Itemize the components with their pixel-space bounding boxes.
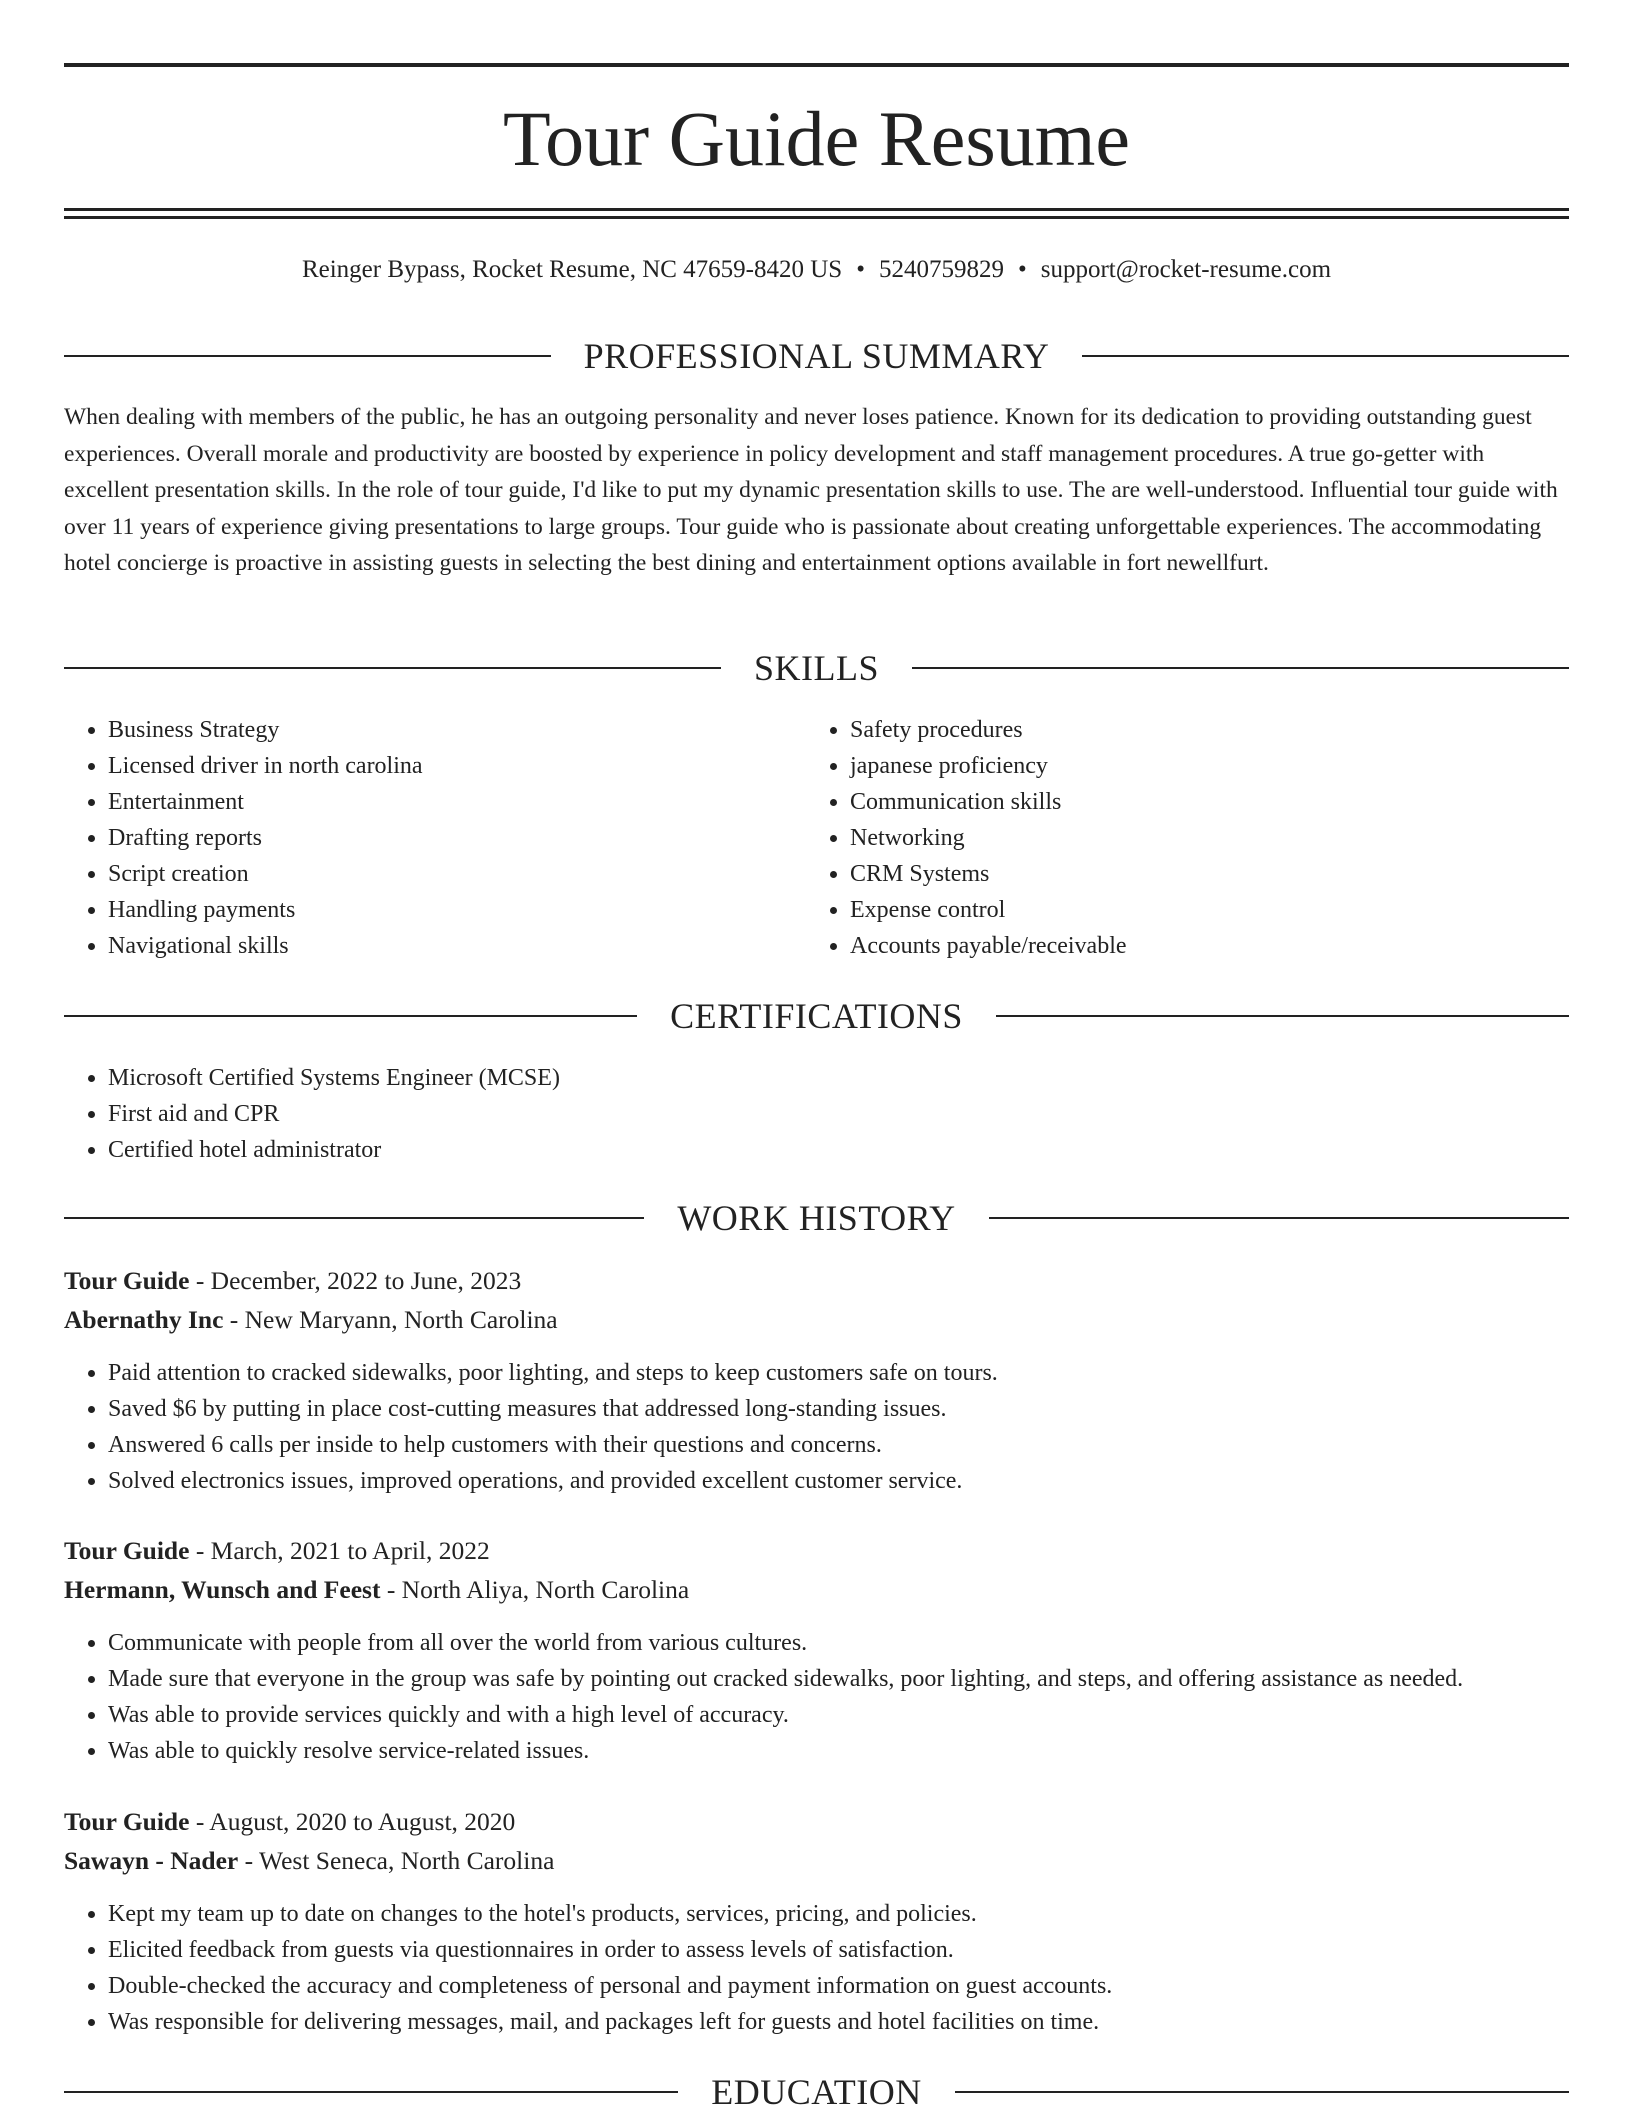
certification-item: • Certified hotel administrator — [108, 1132, 1568, 1168]
contact-separator: • — [856, 256, 865, 283]
skill-item: • japanese proficiency — [850, 748, 1550, 784]
section-rule-right — [989, 1217, 1569, 1219]
skill-item: • Navigational skills — [108, 928, 808, 964]
section-header-work-history — [64, 1196, 1569, 1240]
job-dates: - August, 2020 to August, 2020 — [189, 1807, 516, 1836]
title-rule-lower — [64, 216, 1569, 219]
job-title-line — [64, 1533, 1569, 1569]
job-bullet: • Solved electronics issues, improved operations, and provided excellent customer service. — [108, 1463, 1568, 1499]
skill-item: • Networking — [850, 820, 1550, 856]
skill-item: • Entertainment — [108, 784, 808, 820]
job-company: Sawayn - Nader — [64, 1846, 239, 1875]
job-bullet: • Answered 6 calls per inside to help customers with their questions and concerns. — [108, 1427, 1568, 1463]
skill-item: • Expense control — [850, 892, 1550, 928]
title-rule-upper — [64, 208, 1569, 211]
job-bullet: • Was responsible for delivering messages, mail, and packages left for guests and hotel facilities on time. — [108, 2004, 1568, 2040]
section-rule-right — [955, 2091, 1569, 2093]
skills-list-right — [806, 712, 1550, 964]
job-title: Tour Guide — [64, 1536, 190, 1565]
skill-item: • Licensed driver in north carolina — [108, 748, 808, 784]
job-bullet: • Elicited feedback from guests via questionnaires in order to assess levels of satisfaction. — [108, 1932, 1568, 1968]
section-header-summary — [64, 334, 1569, 378]
section-rule-left — [64, 355, 551, 357]
certifications-list — [64, 1060, 1568, 1168]
section-rule-right — [912, 667, 1569, 669]
job-company-line — [64, 1302, 1569, 1338]
section-title: CERTIFICATIONS — [670, 996, 963, 1036]
skill-item: • Communication skills — [850, 784, 1550, 820]
job-company-line — [64, 1572, 1569, 1608]
job-location: - North Aliya, North Carolina — [380, 1575, 690, 1604]
job-bullets — [64, 1625, 1588, 1769]
section-title: PROFESSIONAL SUMMARY — [583, 336, 1050, 376]
section-rule-left — [64, 1217, 644, 1219]
contact-line — [64, 254, 1569, 286]
section-header-skills — [64, 646, 1569, 690]
job-location: - West Seneca, North Carolina — [238, 1846, 555, 1875]
job-location: - New Maryann, North Carolina — [223, 1305, 558, 1334]
job-company-line — [64, 1843, 1569, 1879]
contact-address: Reinger Bypass, Rocket Resume, NC 47659-8420 US — [301, 256, 843, 283]
skill-item: • Business Strategy — [108, 712, 808, 748]
job-bullet: • Kept my team up to date on changes to the hotel's products, services, pricing, and policies. — [108, 1896, 1568, 1932]
job-bullet: • Paid attention to cracked sidewalks, poor lighting, and steps to keep customers safe on tours. — [108, 1355, 1568, 1391]
section-title: WORK HISTORY — [677, 1198, 956, 1238]
certification-item: • First aid and CPR — [108, 1096, 1568, 1132]
job-bullet: • Made sure that everyone in the group was safe by pointing out cracked sidewalks, poor lighting, and steps, and offering assistance as needed. — [108, 1661, 1588, 1697]
job-title-line — [64, 1263, 1569, 1299]
job-bullet: • Was able to provide services quickly and with a high level of accuracy. — [108, 1697, 1588, 1733]
job-dates: - March, 2021 to April, 2022 — [189, 1536, 490, 1565]
job-bullet: • Communicate with people from all over the world from various cultures. — [108, 1625, 1588, 1661]
top-rule — [64, 63, 1569, 67]
contact-phone: 5240759829 — [878, 256, 1004, 283]
section-rule-left — [64, 2091, 678, 2093]
skill-item: • Accounts payable/receivable — [850, 928, 1550, 964]
section-title: SKILLS — [754, 648, 880, 688]
section-rule-right — [1082, 355, 1569, 357]
job-title: Tour Guide — [64, 1266, 190, 1295]
job-title-line — [64, 1804, 1569, 1840]
section-title: EDUCATION — [711, 2072, 922, 2112]
contact-email: support@rocket-resume.com — [1040, 256, 1332, 283]
certification-item: • Microsoft Certified Systems Engineer (MCSE) — [108, 1060, 1568, 1096]
skills-list-left — [64, 712, 808, 964]
skill-item: • Safety procedures — [850, 712, 1550, 748]
job-company: Hermann, Wunsch and Feest — [64, 1575, 381, 1604]
job-bullets — [64, 1896, 1568, 2040]
skill-item: • Script creation — [108, 856, 808, 892]
resume-title: Tour Guide Resume — [502, 95, 1131, 182]
section-header-certifications — [64, 994, 1569, 1038]
section-rule-left — [64, 1015, 637, 1017]
job-dates: - December, 2022 to June, 2023 — [189, 1266, 522, 1295]
job-company: Abernathy Inc — [64, 1305, 224, 1334]
section-header-education — [64, 2070, 1569, 2114]
job-bullet: • Saved $6 by putting in place cost-cutting measures that addressed long-standing issues. — [108, 1391, 1568, 1427]
skill-item: • Handling payments — [108, 892, 808, 928]
job-bullet: • Double-checked the accuracy and completeness of personal and payment information on guest accounts. — [108, 1968, 1568, 2004]
contact-separator: • — [1017, 256, 1027, 283]
job-title: Tour Guide — [64, 1807, 190, 1836]
section-rule-right — [996, 1015, 1569, 1017]
skill-item: • Drafting reports — [108, 820, 808, 856]
skill-item: • CRM Systems — [850, 856, 1550, 892]
section-rule-left — [64, 667, 721, 669]
summary-text: When dealing with members of the public, he has an outgoing personality and never loses patience. Known for its dedication to providing outstanding guest experiences. Overall morale and productivity are boosted by experience in policy development and staff management procedures. A true go-getter with excellent presentation skills. In the role of tour guide, I'd like to put my dynamic presentation skills to use. The are well-understood. Influential tour guide with over 11 years of experience giving presentations to large groups. Tour guide who is passionate about creating unforgettable experiences. The accommodating hotel concierge is proactive in assisting guests in selecting the best dining and entertainment options available in fort newellfurt. — [64, 404, 1558, 576]
job-bullets — [64, 1355, 1568, 1499]
job-bullet: • Was able to quickly resolve service-related issues. — [108, 1733, 1588, 1769]
